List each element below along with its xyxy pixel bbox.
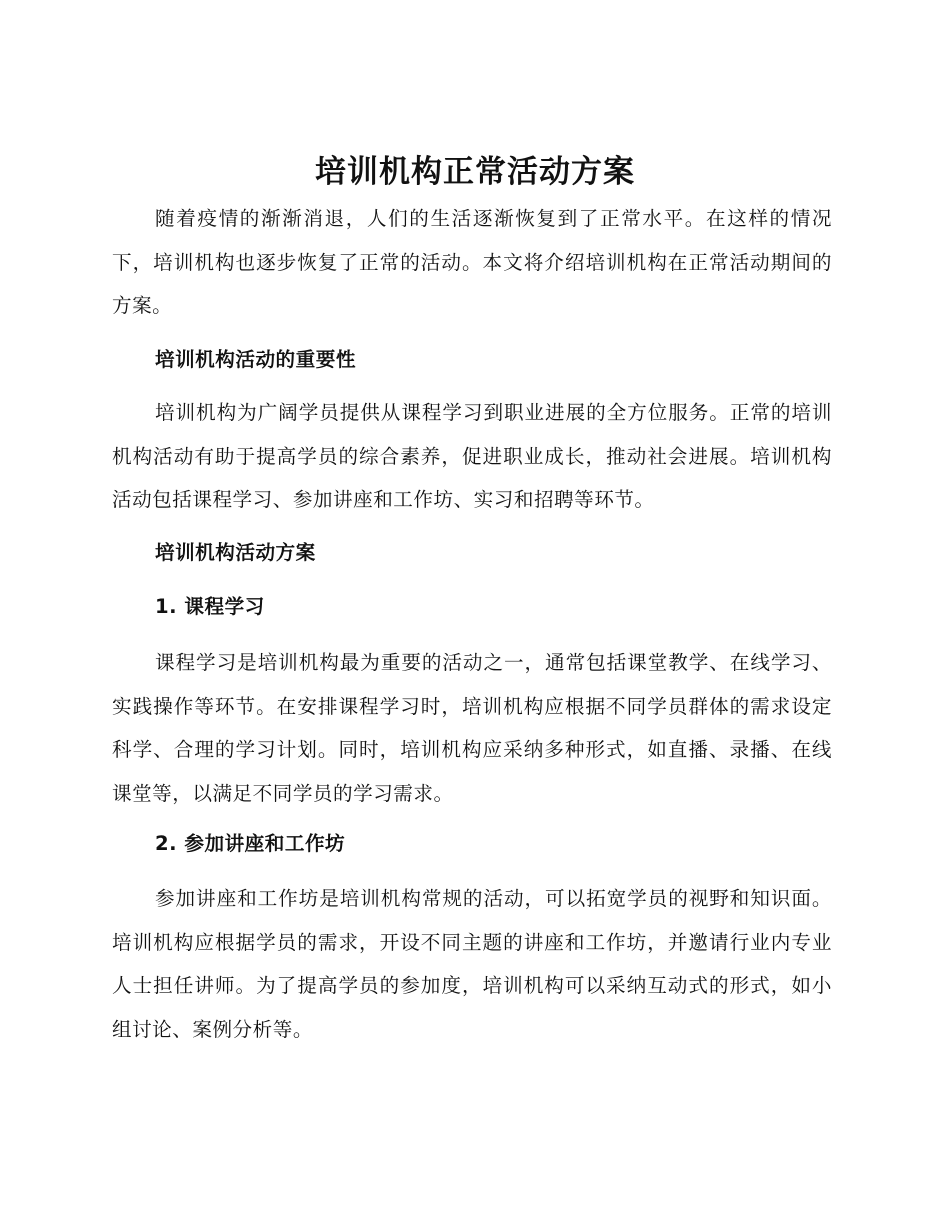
importance-paragraph: 培训机构为广阔学员提供从课程学习到职业进展的全方位服务。正常的培训机构活动有助于提高学员的综合素养，促进职业成长，推动社会进展。培训机构活动包括课程学习、参加讲座和工作坊、实习和招聘等环节。 <box>112 401 832 511</box>
item-heading-course-learning: 1. 课程学习 <box>155 595 265 618</box>
item-heading-lectures-workshops: 2. 参加讲座和工作坊 <box>155 832 346 855</box>
page-title: 培训机构正常活动方案 <box>315 154 635 190</box>
course-learning-paragraph: 课程学习是培训机构最为重要的活动之一，通常包括课堂教学、在线学习、实践操作等环节。在安排课程学习时，培训机构应根据不同学员群体的需求设定科学、合理的学习计划。同时，培训机构应采纳多种形式，如直播、录播、在线课堂等，以满足不同学员的学习需求。 <box>112 651 832 805</box>
section-heading-importance: 培训机构活动的重要性 <box>155 348 356 371</box>
intro-paragraph: 随着疫情的渐渐消退，人们的生活逐渐恢复到了正常水平。在这样的情况下，培训机构也逐步恢复了正常的活动。本文将介绍培训机构在正常活动期间的方案。 <box>112 207 832 317</box>
section-heading-plan: 培训机构活动方案 <box>155 541 316 564</box>
lectures-workshops-paragraph: 参加讲座和工作坊是培训机构常规的活动，可以拓宽学员的视野和知识面。培训机构应根据学员的需求，开设不同主题的讲座和工作坊，并邀请行业内专业人士担任讲师。为了提高学员的参加度，培训机构可以采纳互动式的形式，如小组讨论、案例分析等。 <box>112 887 832 1041</box>
